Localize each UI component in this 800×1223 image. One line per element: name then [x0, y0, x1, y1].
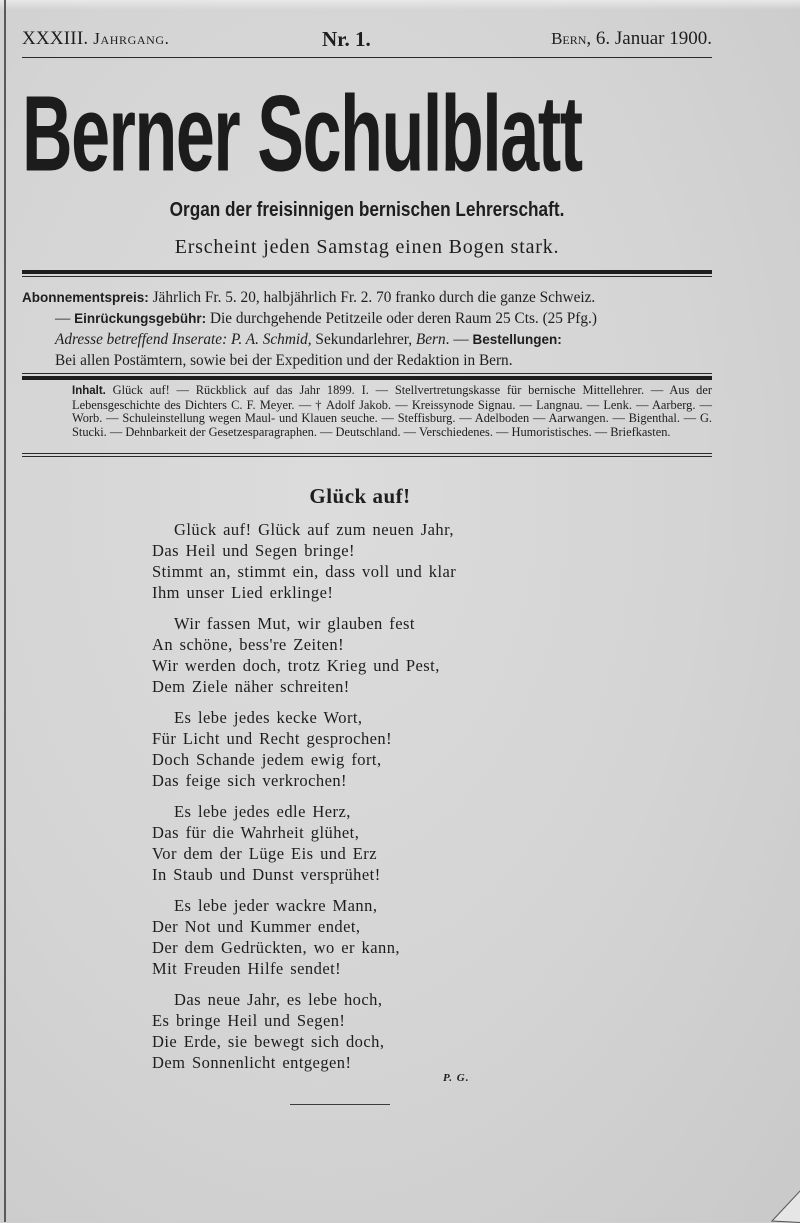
page-top-edge [0, 0, 800, 10]
insertion-text: Die durchgehende Petitzeile oder deren Raum 25 Cts. (25 Pfg.) [206, 310, 597, 327]
poem-line: Es lebe jedes edle Herz, [174, 802, 351, 821]
section-rule-thick [22, 270, 712, 274]
poem-line: Es lebe jedes kecke Wort, [174, 708, 363, 727]
masthead-rule [22, 57, 712, 58]
volume-number: XXXIII. [22, 28, 89, 49]
poem-line: Dem Ziele näher schreiten! [152, 677, 350, 696]
contents-items: Glück auf! — Rückblick auf das Jahr 1899. I. — Stellvertretungskasse für bernische Mittellehrer. — Aus der Lebensgeschichte des Dichters C. F. Meyer. — † Adolf Jakob. — Kreissynode Signau. — Langnau. — Lenk. — Aarberg. — Worb. — Schuleinstellung wegen Maul- und Klauen seuche. — Steffisburg. — Adelboden — Aarwangen. — Bigenthal. — G. Stucki. — Dehnbarkeit der Gesetzesparagraphen. — Deutschland. — Verschiedenes. — Humoristisches. — Briefkasten. [72, 383, 712, 439]
poem-body [152, 519, 572, 1083]
poem-line: Das für die Wahrheit glühet, [152, 823, 360, 842]
poem-line: Es bringe Heil und Segen! [152, 1011, 346, 1030]
insertion-label: Einrückungsgebühr: [74, 311, 207, 326]
contents-rule-top-thick [22, 376, 712, 380]
poem-title: Glück auf! [309, 484, 411, 508]
publication-frequency: Erscheint jeden Samstag einen Bogen stark. [174, 236, 560, 258]
issue-date: , 6. Januar 1900. [586, 28, 712, 49]
contents-rule-bottom-2 [22, 456, 712, 457]
poem-line: An schöne, bess're Zeiten! [152, 635, 345, 654]
contents-rule-top-thin [22, 373, 712, 374]
poem-line: Es lebe jeder wackre Mann, [174, 896, 378, 915]
volume-word: Jahrgang. [93, 29, 170, 48]
poem-line: Die Erde, sie bewegt sich doch, [152, 1032, 385, 1051]
poem-line: Das feige sich verkrochen! [152, 771, 347, 790]
subscription-info [22, 287, 712, 371]
orders-line: Bei allen Postämtern, sowie bei der Expedition und der Redaktion in Bern. [55, 352, 513, 369]
poem-line: In Staub und Dunst versprühet! [152, 865, 381, 884]
poem-stanza [152, 519, 572, 603]
page-corner-fold-icon [770, 1183, 800, 1223]
poem-stanza [152, 801, 572, 885]
poem-line: Glück auf! Glück auf zum neuen Jahr, [174, 520, 454, 539]
issue-number: Nr. 1. [322, 27, 371, 51]
poem-line: Das Heil und Segen bringe! [152, 541, 355, 560]
poem-line: Der dem Gedrückten, wo er kann, [152, 938, 400, 957]
poem-line: Stimmt an, stimmt ein, dass voll und klar [152, 562, 457, 581]
table-of-contents [22, 384, 712, 439]
poem-line: Vor dem der Lüge Eis und Erz [152, 844, 377, 863]
poem-line: Ihm unser Lied erklinge! [152, 583, 334, 602]
volume-label [22, 28, 170, 50]
place-date [551, 28, 712, 50]
address-name: P. A. Schmid, [227, 331, 312, 348]
poem-stanza [152, 989, 572, 1073]
dash: — [55, 310, 75, 327]
contents-rule-bottom-1 [22, 453, 712, 454]
price-label: Abonnementspreis: [22, 290, 149, 305]
orders-label: Bestellungen: [472, 332, 562, 347]
poem-line: Für Licht und Recht gesprochen! [152, 729, 393, 748]
poem-line: Wir werden doch, trotz Krieg und Pest, [152, 656, 440, 675]
subscription-price-line [22, 287, 712, 308]
section-rule-thin [22, 276, 712, 277]
poem-signature: P. G. [443, 1072, 470, 1084]
page-left-border [4, 0, 6, 1222]
contents-text [22, 384, 712, 439]
masthead-meta [22, 28, 712, 52]
address-line [22, 329, 712, 350]
poem-line: Das neue Jahr, es lebe hoch, [174, 990, 383, 1009]
contents-label: Inhalt. [72, 385, 106, 397]
poem-line: Wir fassen Mut, wir glauben fest [174, 614, 415, 633]
poem-stanza [152, 895, 572, 979]
poem-line: Dem Sonnenlicht entgegen! [152, 1053, 352, 1072]
dash: . — [445, 331, 473, 348]
newspaper-title: Berner Schulblatt [22, 73, 582, 195]
poem-stanza [152, 613, 572, 697]
price-text: Jährlich Fr. 5. 20, halbjährlich Fr. 2. 70 franko durch die ganze Schweiz. [148, 289, 596, 306]
newspaper-subtitle: Organ der freisinnigen bernischen Lehrerschaft. [169, 199, 565, 221]
poem-stanza [152, 707, 572, 791]
poem-line: Mit Freuden Hilfe sendet! [152, 959, 342, 978]
address-label: Adresse betreffend Inserate: [55, 331, 228, 348]
address-role: Sekundarlehrer, [311, 331, 416, 348]
insertion-fee-line [22, 308, 712, 329]
poem-line: Der Not und Kummer endet, [152, 917, 361, 936]
poem-line: Doch Schande jedem ewig fort, [152, 750, 382, 769]
place: Bern [551, 29, 587, 48]
address-city: Bern [415, 331, 446, 348]
article-end-rule [290, 1104, 390, 1105]
